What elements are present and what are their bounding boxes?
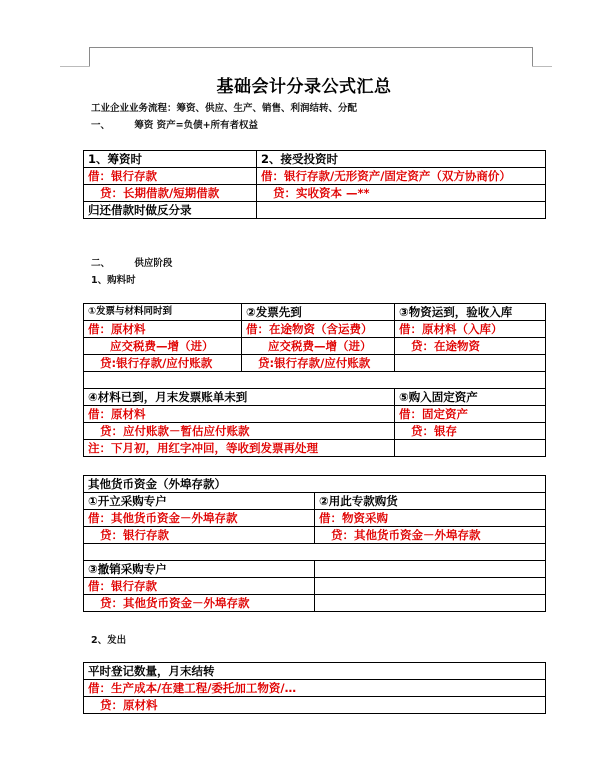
case-3-credit: 贷：在途物资 [395,338,546,355]
empty-cell [315,578,546,595]
table-row [84,595,546,612]
spacer-row [84,544,546,561]
case-4-header: ④材料已到，月末发票账单未到 [84,389,395,406]
open-account-debit: 借：其他货币资金－外埠存款 [84,510,315,527]
table-row [84,304,546,321]
use-funds-debit: 借：物资采购 [315,510,546,527]
investment-debit: 借：银行存款/无形资产/固定资产（双方协商价） [257,168,546,185]
use-funds-header: ②用此专款购货 [315,493,546,510]
business-process-line [91,100,357,114]
table-row [84,202,546,219]
document-title: 基础会计分录公式汇总 [216,77,392,97]
investment-credit: 贷：实收资本 —** [257,185,546,202]
case-1-credit: 贷:银行存款/应付账款 [84,355,242,372]
table-row [84,355,546,372]
case-1-header: ①发票与材料同时到 [84,304,242,321]
spacer-row [84,372,546,389]
table-row [84,406,546,423]
table-row [84,372,546,389]
issue-debit: 借：生产成本/在建工程/委托加工物资/… [84,680,546,697]
table-row [84,151,546,168]
table-row [84,527,546,544]
subsection-purchase-heading [91,272,136,286]
purchase-table [83,303,546,457]
empty-cell [315,595,546,612]
header-margin-line [89,47,533,48]
case-5-header: ⑤购入固定资产 [395,389,546,406]
open-account-header: ①开立采购专户 [84,493,315,510]
case-5-credit: 贷：银存 [395,423,546,440]
case-2-tax: 应交税费—增（进） [242,338,395,355]
table-row [84,321,546,338]
business-process-text: 工业企业业务流程：筹资、供应、生产、销售、利润结转、分配 [91,103,358,114]
case-2-header: ②发票先到 [242,304,395,321]
table-row [84,561,546,578]
case-4-note: 注：下月初，用红字冲回，等收到发票再处理 [84,440,395,457]
financing-credit: 贷：长期借款/短期借款 [84,185,257,202]
table-row [84,476,546,493]
financing-table [83,150,546,219]
financing-header: 1、筹资时 [84,151,257,168]
table-row [84,544,546,561]
case-5-debit: 借：固定资产 [395,406,546,423]
header-corner-left-vertical [89,47,90,67]
issue-header: 平时登记数量，月末结转 [84,663,546,680]
case-3-header: ③物资运到，验收入库 [395,304,546,321]
section-1-text: 筹资 资产=负债+所有者权益 [134,120,259,131]
investment-header: 2、接受投资时 [257,151,546,168]
table-row [84,510,546,527]
subsection-purchase-text: 1、购料时 [91,275,136,286]
table-row [84,185,546,202]
section-2-number: 二、 [91,258,111,269]
financing-debit: 借：银行存款 [84,168,257,185]
close-account-credit: 贷：其他货币资金－外埠存款 [84,595,315,612]
empty-cell [315,561,546,578]
subsection-issue-text: 2、发出 [91,635,127,646]
issue-credit: 贷：原材料 [84,697,546,714]
table-row [84,423,546,440]
table-row [84,697,546,714]
investment-note [257,202,546,219]
case-1-debit: 借：原材料 [84,321,242,338]
issue-table [83,662,546,714]
open-account-credit: 贷：银行存款 [84,527,315,544]
table-row [84,338,546,355]
header-corner-right-horizontal [532,66,552,67]
close-account-debit: 借：银行存款 [84,578,315,595]
section-2-heading [91,255,172,269]
table-row [84,389,546,406]
other-funds-header: 其他货币资金（外埠存款） [84,476,546,493]
header-corner-left-horizontal [60,66,90,67]
table-row [84,680,546,697]
case-3-debit: 借：原材料（入库） [395,321,546,338]
close-account-header: ③撤销采购专户 [84,561,315,578]
financing-note: 归还借款时做反分录 [84,202,257,219]
table-row [84,493,546,510]
subsection-issue-heading [91,632,126,646]
case-2-credit: 贷:银行存款/应付账款 [242,355,395,372]
other-funds-table [83,475,546,612]
table-row [84,168,546,185]
case-3-empty [395,355,546,372]
table-row [84,663,546,680]
section-1-number: 一、 [91,120,111,131]
table-row [84,578,546,595]
case-5-empty [395,440,546,457]
table-row [84,440,546,457]
use-funds-credit: 贷：其他货币资金－外埠存款 [315,527,546,544]
case-4-credit: 贷：应付账款－暂估应付账款 [84,423,395,440]
case-2-debit: 借：在途物资（含运费） [242,321,395,338]
section-2-text: 供应阶段 [134,258,173,269]
case-1-tax: 应交税费—增（进） [84,338,242,355]
section-1-heading [91,117,258,131]
case-4-debit: 借：原材料 [84,406,395,423]
header-corner-right-vertical [532,47,533,67]
